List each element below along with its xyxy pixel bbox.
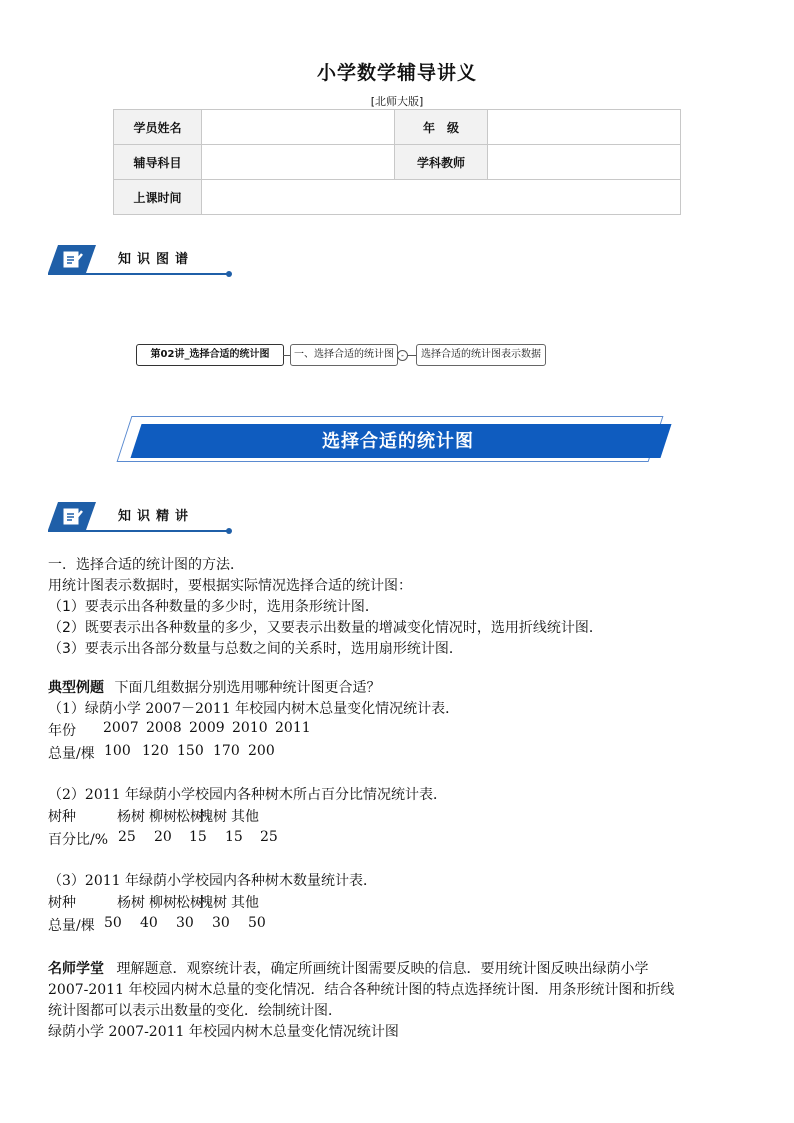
table3-title: （3）2011 年绿荫小学校园内各种树木数量统计表． [48, 873, 377, 889]
class-time-field[interactable] [202, 180, 681, 215]
mindmap-connector [283, 355, 290, 356]
section-label: 知识图谱 [118, 252, 195, 267]
table2-species-cell: 其他 [231, 809, 259, 825]
example-label: 典型例题 [48, 680, 104, 696]
section-underline-dot [226, 271, 232, 277]
table3-row1-head: 树种 [48, 895, 76, 911]
mindmap-leaf-node[interactable]: 选择合适的统计图表示数据 [416, 344, 546, 366]
section-underline-dot [226, 528, 232, 534]
table1-year-cell: 2010 [232, 720, 268, 736]
table1-total-cell: 150 [177, 743, 204, 759]
teacher-note-line-3: 统计图都可以表示出数量的变化．绘制统计图． [48, 1003, 342, 1019]
table3-count-cell: 50 [248, 915, 266, 931]
table3-species-cell: 槐树 [199, 895, 227, 911]
table1-row1-head: 年份 [48, 723, 76, 739]
info-row [114, 180, 681, 215]
table2-row2-head: 百分比/% [48, 832, 109, 848]
table2-percent-cell: 25 [260, 829, 278, 845]
table2-species-cell: 槐树 [199, 809, 227, 825]
page-title: 小学数学辅导讲义 [316, 62, 477, 84]
class-time-label: 上课时间 [114, 180, 202, 215]
student-info-table [113, 109, 681, 215]
table2-row1-head: 树种 [48, 809, 76, 825]
table1-year-cell: 2009 [189, 720, 225, 736]
table1-total-cell: 200 [248, 743, 275, 759]
content-rule-2: （2）既要表示出各种数量的多少，又要表示出数量的增减变化情况时，选用折线统计图． [48, 620, 603, 636]
table3-species-cell: 其他 [231, 895, 259, 911]
mindmap-collapse-knob[interactable]: - [397, 350, 408, 361]
table2-species-cell: 杨树 [117, 809, 145, 825]
student-name-field[interactable] [202, 110, 395, 145]
teacher-note-label: 名师学堂 [48, 961, 104, 977]
teacher-label: 学科教师 [395, 145, 487, 180]
info-row [114, 110, 681, 145]
teacher-note-line-2: 2007-2011 年校园内树木总量的变化情况．结合各种统计图的特点选择统计图．用条形统计图和折线 [48, 982, 675, 998]
content-rule-3: （3）要表示出各部分数量与总数之间的关系时，选用扇形统计图． [48, 641, 463, 657]
table3-species-cell: 杨树 [117, 895, 145, 911]
table1-title: （1）绿荫小学 2007－2011 年校园内树木总量变化情况统计表． [48, 701, 460, 717]
mindmap-root-node[interactable]: 第02讲_选择合适的统计图 [136, 344, 284, 366]
grade-label: 年 级 [395, 110, 487, 145]
info-row [114, 145, 681, 180]
banner-title: 选择合适的统计图 [322, 431, 474, 452]
section-header-knowledge-explain [48, 502, 232, 536]
grade-field[interactable] [487, 110, 680, 145]
section-underline [48, 273, 230, 275]
table1-year-cell: 2008 [146, 720, 182, 736]
notepad-pencil-icon [62, 249, 84, 269]
table1-total-cell: 120 [142, 743, 169, 759]
topic-banner [122, 416, 674, 464]
table1-year-cell: 2011 [275, 720, 311, 736]
table2-percent-cell: 25 [118, 829, 136, 845]
edition-label: [北师大版] [370, 95, 424, 108]
table2-percent-cell: 15 [189, 829, 207, 845]
table1-row2-head: 总量/棵 [48, 746, 95, 762]
table1-total-cell: 170 [213, 743, 240, 759]
content-rule-1: （1）要表示出各种数量的多少时，选用条形统计图． [48, 599, 379, 615]
table3-species-cell: 柳树 [149, 895, 177, 911]
table3-count-cell: 50 [104, 915, 122, 931]
notepad-pencil-icon [62, 506, 84, 526]
example-line [48, 677, 380, 697]
table3-row2-head: 总量/棵 [48, 918, 95, 934]
example-question: 下面几组数据分别选用哪种统计图更合适？ [114, 680, 381, 696]
table1-total-cell: 100 [104, 743, 131, 759]
subject-field[interactable] [202, 145, 395, 180]
section-underline [48, 530, 230, 532]
table2-percent-cell: 20 [154, 829, 172, 845]
table2-species-cell: 柳树 [149, 809, 177, 825]
mindmap-child-node[interactable]: 一、选择合适的统计图 [290, 344, 398, 366]
section-header-knowledge-map [48, 245, 232, 279]
table3-species-cell: 松树 [176, 895, 204, 911]
table3-count-cell: 30 [176, 915, 194, 931]
table3-count-cell: 40 [140, 915, 158, 931]
content-heading: 一．选择合适的统计图的方法． [48, 557, 244, 573]
table3-count-cell: 30 [212, 915, 230, 931]
chart-caption: 绿荫小学 2007-2011 年校园内树木总量变化情况统计图 [48, 1024, 399, 1040]
table1-year-cell: 2007 [103, 720, 139, 736]
student-name-label: 学员姓名 [114, 110, 202, 145]
subject-label: 辅导科目 [114, 145, 202, 180]
table2-percent-cell: 15 [225, 829, 243, 845]
teacher-note-text-1: 理解题意．观察统计表，确定所画统计图需要反映的信息．要用统计图反映出绿荫小学 [116, 961, 649, 977]
teacher-note-line-1 [48, 958, 648, 978]
table2-species-cell: 松树 [176, 809, 204, 825]
section-label: 知识精讲 [118, 509, 195, 524]
content-intro: 用统计图表示数据时，要根据实际情况选择合适的统计图： [48, 578, 412, 594]
table2-title: （2）2011 年绿荫小学校园内各种树木所占百分比情况统计表． [48, 787, 447, 803]
teacher-field[interactable] [487, 145, 680, 180]
